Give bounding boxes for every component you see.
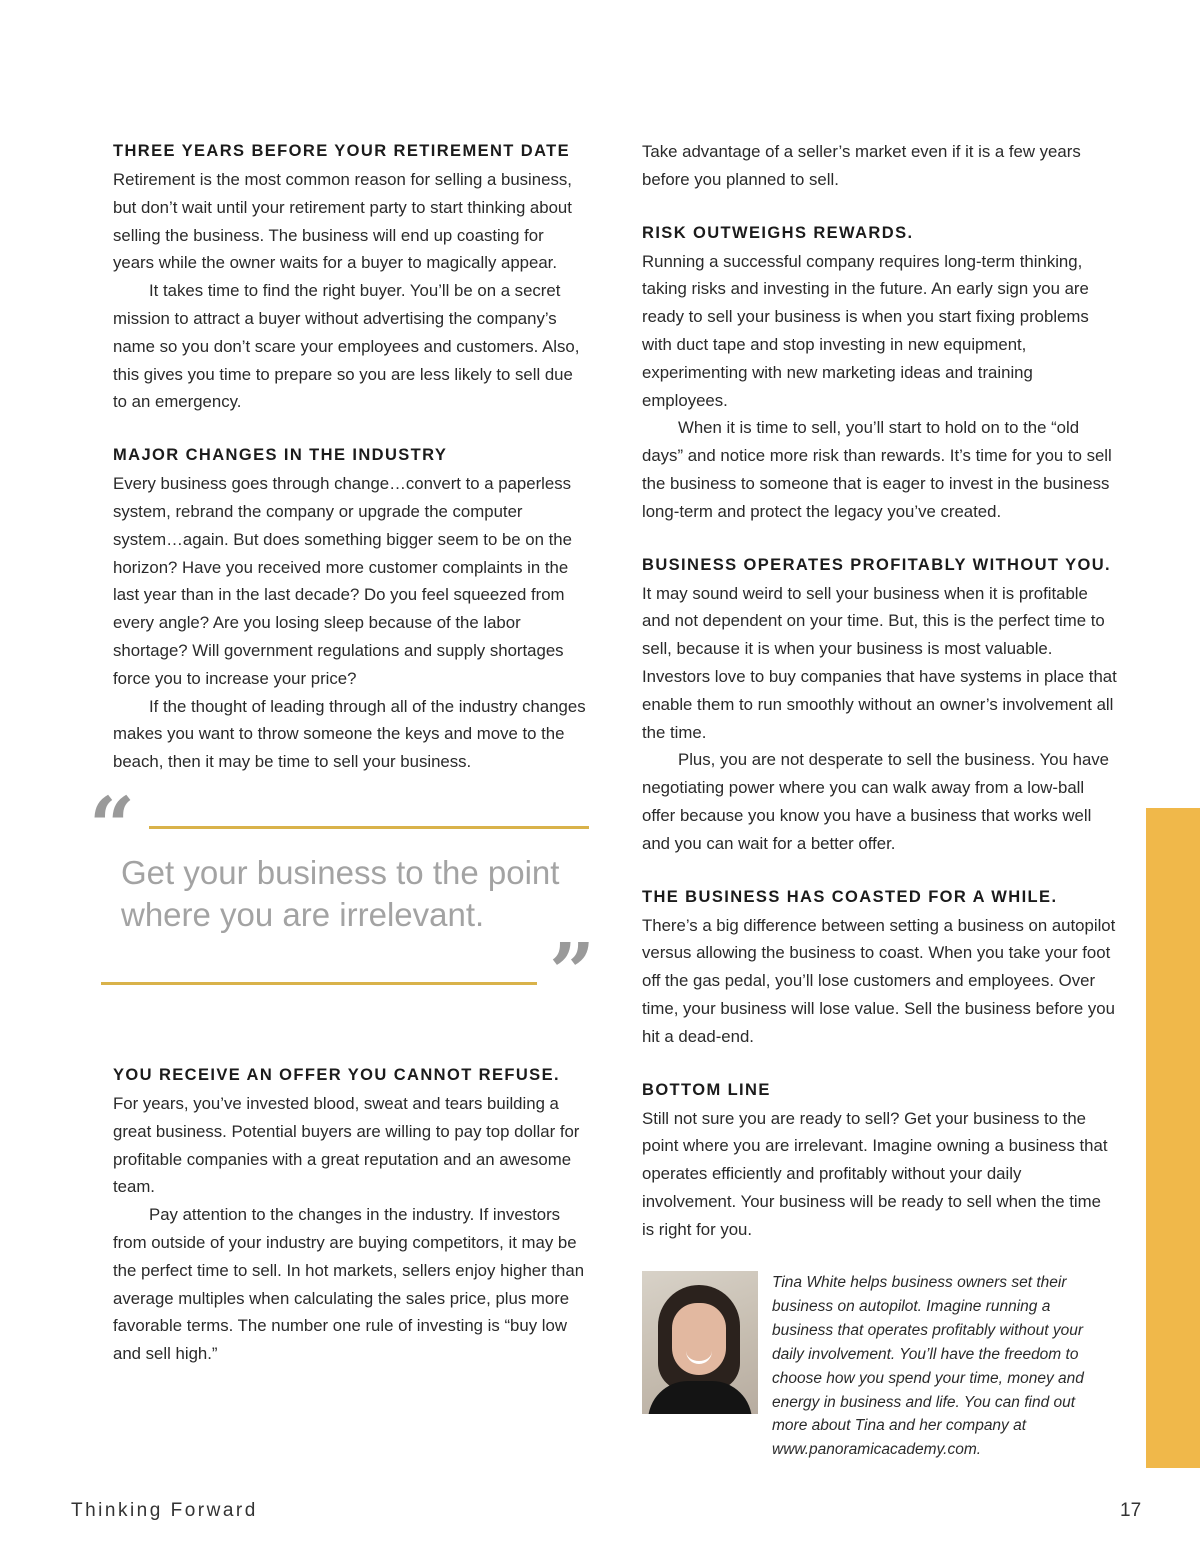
paragraph: Still not sure you are ready to sell? Get your business to the point where you are irrelevant. Imagine owning a business that operates efficiently and profitably without your daily involvement. Your business will be ready to sell when the time is right for you. [642, 1108, 1108, 1239]
section-offer [113, 1062, 588, 1368]
section-heading: YOU RECEIVE AN OFFER YOU CANNOT REFUSE. [113, 1065, 560, 1084]
left-column [89, 138, 596, 1394]
pull-quote-rule-top [149, 826, 589, 829]
section-retirement [113, 138, 588, 416]
paragraph: Every business goes through change…convert to a paperless system, rebrand the company or upgrade the computer system…again. But does something bigger seem to be on the horizon? Have you received more customer complaints in the last year than in the last decade? Do you feel squeezed from every angle? Are you losing sleep because of the labor shortage? Will government regulations and supply shortages force you to increase your price? [113, 474, 572, 688]
paragraph: When it is time to sell, you’ll start to hold on to the “old days” and notice more risk than rewards. It’s time for you to sell the business to someone that is eager to invest in the business long-term and protect the legacy you’ve created. [642, 418, 1112, 521]
paragraph: It takes time to find the right buyer. You’ll be on a secret mission to attract a buyer without advertising the company’s name so you don’t scare your employees and customers. Also, this gives you time to prepare so you are less likely to sell due to an emergency. [113, 281, 580, 412]
section-coasted [642, 884, 1117, 1051]
author-bio-text: Tina White helps business owners set their business on autopilot. Imagine running a business that operates profitably without your daily involvement. You’ll have the freedom to choose how you spend your time, money and energy in business and life. You can find out more about Tina and her company at www.panoramicacademy.com. [772, 1274, 1084, 1459]
author-photo [642, 1271, 758, 1414]
paragraph: Pay attention to the changes in the industry. If investors from outside of your industry are buying competitors, it may be the perfect time to sell. In hot markets, sellers enjoy higher than average multiples when calculating the sales price, plus more favorable terms. The number one rule of investing is “buy low and sell high.” [113, 1205, 585, 1364]
section-bottom-line [642, 1077, 1117, 1244]
paragraph: Retirement is the most common reason for selling a business, but don’t wait until your retirement party to start thinking about selling the business. The business will end up coasting for years while the owner waits for a buyer to magically appear. [113, 170, 572, 273]
publication-title: Thinking Forward [71, 1500, 258, 1521]
section-heading: MAJOR CHANGES IN THE INDUSTRY [113, 446, 448, 465]
paragraph: Running a successful company requires long-term thinking, taking risks and investing in the future. An early sign you are ready to sell your business is when you start fixing problems with duct tape and stop investing in new equipment, experimenting with new marketing ideas and training employees. [642, 251, 1089, 410]
paragraph: Take advantage of a seller’s market even if it is a few years before you planned to sell. [642, 142, 1081, 189]
pull-quote-rule-bottom [101, 982, 537, 985]
section-risk [642, 220, 1117, 526]
section-heading: BOTTOM LINE [642, 1080, 771, 1099]
pull-quote [89, 778, 596, 1062]
paragraph: Plus, you are not desperate to sell the business. You have negotiating power where you can walk away from a low-ball offer because you know you have a business that works well and you can wait for a better offer. [642, 750, 1110, 853]
right-column [642, 138, 1117, 1270]
paragraph: It may sound weird to sell your business when it is profitable and not dependent on your time. But, this is the perfect time to sell, because it is when your business is most valuable. Investors love to buy companies that have systems in place that enable them to run smoothly without an owner’s involvement all the time. [642, 583, 1117, 742]
section-profitable [642, 552, 1117, 858]
accent-bar [1146, 808, 1200, 1468]
section-heading: BUSINESS OPERATES PROFITABLY WITHOUT YOU. [642, 555, 1112, 574]
close-quote-icon: ” [549, 924, 596, 1019]
open-quote-icon: “ [89, 778, 136, 873]
paragraph: For years, you’ve invested blood, sweat and tears building a great business. Potential buyers are willing to pay top dollar for profitable companies with a great reputation and an awesome team. [113, 1093, 580, 1197]
pull-quote-text: Get your business to the point where you are irrelevant. [121, 853, 560, 933]
section-industry-changes [113, 442, 588, 776]
section-intro [642, 138, 1117, 194]
section-heading: THREE YEARS BEFORE YOUR RETIREMENT DATE [113, 142, 571, 160]
section-heading: THE BUSINESS HAS COASTED FOR A WHILE. [642, 887, 1058, 906]
paragraph: There’s a big difference between setting a business on autopilot versus allowing the business to coast. When you take your foot off the gas pedal, you’ll lose customers and employees. Over time, your business will lose value. Sell the business before you hit a dead-end. [642, 915, 1116, 1046]
paragraph: If the thought of leading through all of the industry changes makes you want to throw someone the keys and move to the beach, then it may be time to sell your business. [113, 696, 586, 772]
page-number: 17 [1120, 1500, 1142, 1521]
section-heading: RISK OUTWEIGHS REWARDS. [642, 223, 914, 242]
author-bio [642, 1271, 1122, 1486]
